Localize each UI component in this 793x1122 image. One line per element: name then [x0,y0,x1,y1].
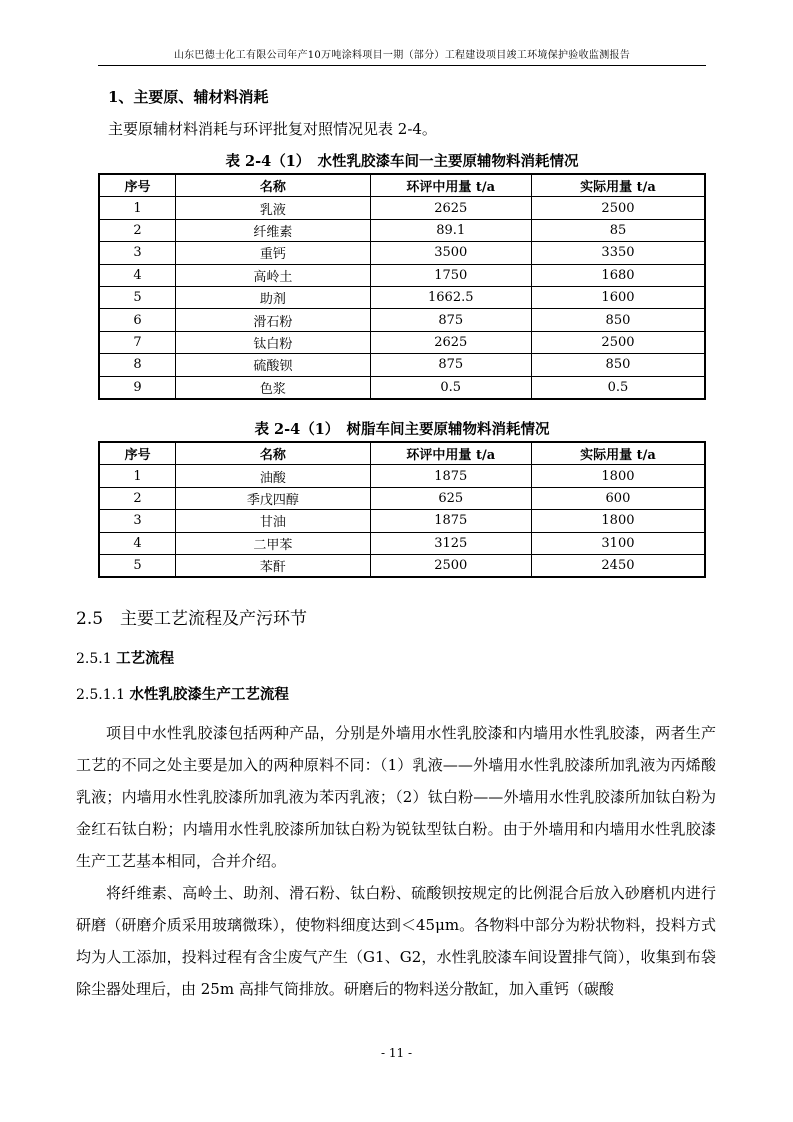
col-header-index: 序号 [99,174,176,197]
table-cell: 重钙 [176,242,370,264]
section-title: 水性乳胶漆生产工艺流程 [129,686,289,703]
table-cell: 二甲苯 [176,532,371,554]
running-header: 山东巴德士化工有限公司年产10万吨涂料项目一期（部分）工程建设项目竣工环境保护验收监测报告 [98,46,706,66]
table-cell: 1 [99,465,176,487]
table-cell: 3350 [531,242,705,264]
table-row [99,219,705,241]
table-cell: 600 [531,487,705,509]
body-text [76,717,716,1005]
table-cell: 钛白粉 [176,331,370,353]
table-cell: 1875 [370,510,531,532]
table-row [99,376,705,399]
table-cell: 2625 [370,331,531,353]
table-cell: 1 [99,197,176,219]
table-cell: 季戊四醇 [176,487,371,509]
table-row [99,242,705,264]
table-cell: 2500 [531,197,705,219]
table1-consumption [98,173,706,400]
table-cell: 2500 [531,331,705,353]
col-header-actual-amount: 实际用量 t/a [531,442,705,465]
table1-caption: 表 2-4（1） 水性乳胶漆车间一主要原辅物料消耗情况 [225,153,579,170]
table-cell: 875 [370,309,531,331]
table-cell: 2625 [370,197,531,219]
table-cell: 7 [99,331,176,353]
table-cell: 5 [99,554,176,577]
table-cell: 苯酐 [176,554,371,577]
table-cell: 2500 [370,554,531,577]
table-cell: 0.5 [370,376,531,399]
table-cell: 甘油 [176,510,371,532]
table-cell: 875 [370,354,531,376]
table-cell: 硫酸钡 [176,354,370,376]
subsection-title: 1、主要原、辅材料消耗 [108,88,269,106]
table-cell: 1680 [531,264,705,286]
table-cell: 850 [531,354,705,376]
table-row [99,465,705,487]
table-cell: 3125 [370,532,531,554]
table-cell: 4 [99,532,176,554]
table-cell: 1750 [370,264,531,286]
table-row [99,487,705,509]
section-heading-2-5-1-1 [76,683,289,704]
table-cell: 2 [99,487,176,509]
table-cell: 8 [99,354,176,376]
table-cell: 纤维素 [176,219,370,241]
table-cell: 乳液 [176,197,370,219]
section-heading-2-5: 2.5 主要工艺流程及产污环节 [76,609,308,629]
table-cell: 3100 [531,532,705,554]
table-cell: 色浆 [176,376,370,399]
table-row [99,510,705,532]
col-header-eia-amount: 环评中用量 t/a [370,174,531,197]
table2-consumption [98,441,706,578]
section-number: 2.5.1 [76,651,117,667]
col-header-index: 序号 [99,442,176,465]
table-cell: 1875 [370,465,531,487]
table-cell: 高岭土 [176,264,370,286]
col-header-actual-amount: 实际用量 t/a [531,174,705,197]
table-cell: 3500 [370,242,531,264]
table-cell: 油酸 [176,465,371,487]
table-row [99,286,705,308]
table-row [99,264,705,286]
page-number: - 11 - [380,1046,412,1060]
table-cell: 89.1 [370,219,531,241]
table-row [99,331,705,353]
intro-paragraph: 主要原辅材料消耗与环评批复对照情况见表 2-4。 [108,120,437,138]
table-row [99,354,705,376]
table-row [99,197,705,219]
table-cell: 助剂 [176,286,370,308]
col-header-name: 名称 [176,442,371,465]
paragraph: 将纤维素、高岭土、助剂、滑石粉、钛白粉、硫酸钡按规定的比例混合后放入砂磨机内进行研磨（研磨介质采用玻璃微珠），使物料细度达到＜45μm。各物料中部分为粉状物料，投料方式均为人工添加，投料过程有含尘废气产生（G1、G2，水性乳胶漆车间设置排气筒），收集到布袋除尘器处理后，由 25m 高排气筒排放。研磨后的物料送分散缸，加入重钙（碳酸 [76,884,716,998]
table-row [99,554,705,577]
table-cell: 2 [99,219,176,241]
table-cell: 1800 [531,510,705,532]
col-header-name: 名称 [176,174,370,197]
table-cell: 850 [531,309,705,331]
section-number: 2.5.1.1 [76,687,130,703]
paragraph: 项目中水性乳胶漆包括两种产品，分别是外墙用水性乳胶漆和内墙用水性乳胶漆，两者生产工艺的不同之处主要是加入的两种原料不同：（1）乳液——外墙用水性乳胶漆所加乳液为丙烯酸乳液；内墙用水性乳胶漆所加乳液为苯丙乳液；（2）钛白粉——外墙用水性乳胶漆所加钛白粉为金红石钛白粉；内墙用水性乳胶漆所加钛白粉为锐钛型钛白粉。由于外墙用和内墙用水性乳胶漆生产工艺基本相同，合并介绍。 [76,724,716,870]
table-row [99,309,705,331]
table-cell: 4 [99,264,176,286]
table-cell: 6 [99,309,176,331]
table-cell: 3 [99,242,176,264]
table-cell: 1600 [531,286,705,308]
section-title: 工艺流程 [116,650,175,667]
table-cell: 2450 [531,554,705,577]
table-header-row [99,442,705,465]
table-cell: 3 [99,510,176,532]
table-row [99,532,705,554]
table-cell: 1662.5 [370,286,531,308]
table-cell: 625 [370,487,531,509]
table2-caption: 表 2-4（1） 树脂车间主要原辅物料消耗情况 [254,421,550,438]
table-cell: 85 [531,219,705,241]
table-cell: 9 [99,376,176,399]
table-cell: 0.5 [531,376,705,399]
table-cell: 5 [99,286,176,308]
table-header-row [99,174,705,197]
col-header-eia-amount: 环评中用量 t/a [370,442,531,465]
table-cell: 1800 [531,465,705,487]
table-cell: 滑石粉 [176,309,370,331]
section-heading-2-5-1 [76,647,174,668]
